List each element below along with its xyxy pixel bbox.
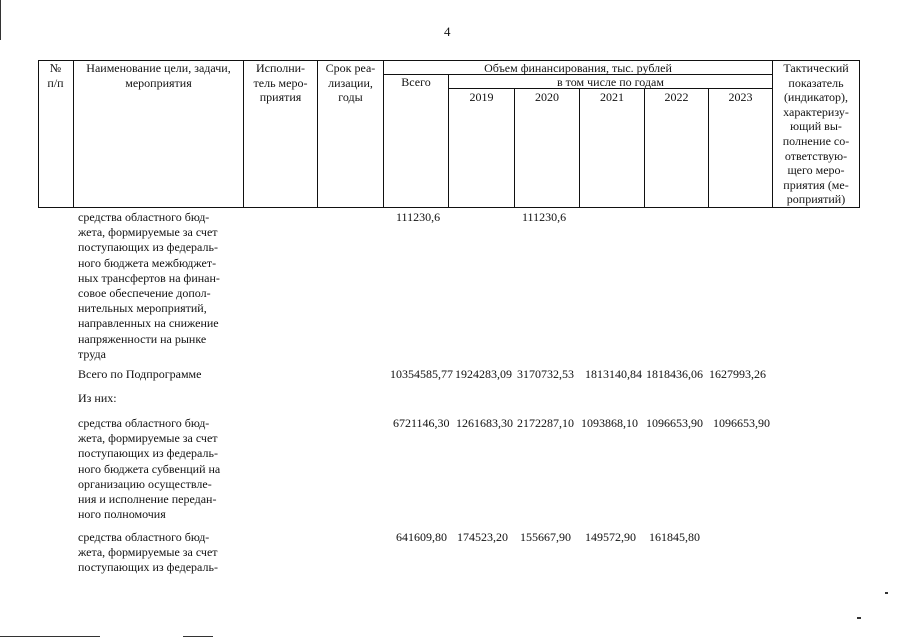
row-1-2020: 111230,6 — [522, 210, 567, 224]
header-executor: Исполни- тель меро- приятия — [253, 61, 308, 105]
row-2-2019: 1924283,09 — [455, 367, 512, 381]
row-4-name: средства областного бюд- жета, формируемые за счет поступающих из федераль- ного бюджета субвенций на организацию осуществле- ния и исполнение передан- ного полномочия — [78, 416, 221, 522]
col-rule-9 — [708, 88, 709, 208]
row-2-2022: 1818436,06 — [646, 367, 703, 381]
header-indicator: Тактический показатель (индикатор), характеризу- ющий вы- полнение со- ответствую- щего меро- приятия (ме- роприятий) — [782, 61, 850, 207]
row-3-name: Из них: — [78, 391, 117, 405]
scan-speck — [885, 592, 888, 594]
header-by-years: в том числе по годам — [557, 75, 664, 89]
header-year-2019: 2019 — [469, 90, 494, 104]
row-4-2021: 1093868,10 — [581, 416, 638, 430]
row-2-2020: 3170732,53 — [517, 367, 574, 381]
row-4-2019: 1261683,30 — [456, 416, 513, 430]
row-5-2022: 161845,80 — [649, 530, 700, 544]
row-2-2021: 1813140,84 — [585, 367, 642, 381]
bottom-left-scan-line — [0, 636, 100, 637]
header-year-2021: 2021 — [600, 90, 624, 104]
row-4-total: 6721146,30 — [393, 416, 450, 430]
header-year-2023: 2023 — [728, 90, 753, 104]
header-term: Срок реа- лизации, годы — [325, 61, 376, 105]
row-4-2022: 1096653,90 — [646, 416, 703, 430]
row-1-name: средства областного бюд- жета, формируемые за счет поступающих из федераль- ного бюджета межбюджет- ных трансфертов на финан- совое обеспечение допол- нительных мероприятий, направленных на снижение напряженности на рынке труда — [78, 210, 220, 361]
col-rule-11 — [859, 60, 860, 208]
col-rule-7 — [579, 88, 580, 208]
scan-speck — [857, 617, 861, 619]
col-rule-8 — [644, 88, 645, 208]
bottom-scan-mark — [183, 636, 213, 637]
header-num: № п/п — [47, 61, 64, 90]
header-bottom-rule — [38, 207, 860, 208]
row-1-total: 111230,6 — [396, 210, 441, 224]
page-number: 4 — [444, 24, 451, 39]
row-5-total: 641609,80 — [396, 530, 447, 544]
row-4-2020: 2172287,10 — [517, 416, 574, 430]
header-funding: Объем финансирования, тыс. рублей — [484, 61, 672, 75]
row-2-total: 10354585,77 — [390, 367, 453, 381]
row-5-2019: 174523,20 — [457, 530, 508, 544]
row-2-2023: 1627993,26 — [709, 367, 766, 381]
table-header — [38, 60, 860, 208]
header-name: Наименование цели, задачи, мероприятия — [86, 61, 231, 90]
row-2-name: Всего по Подпрограмме — [78, 367, 202, 381]
row-4-2023: 1096653,90 — [713, 416, 770, 430]
left-margin-rule — [0, 0, 1, 40]
header-total: Всего — [401, 75, 431, 89]
row-5-2021: 149572,90 — [585, 530, 636, 544]
col-rule-6 — [514, 88, 515, 208]
row-5-name: средства областного бюд- жета, формируемые за счет поступающих из федераль- — [78, 530, 218, 575]
header-year-2022: 2022 — [664, 90, 689, 104]
header-year-2020: 2020 — [535, 90, 559, 104]
row-5-2020: 155667,90 — [520, 530, 571, 544]
